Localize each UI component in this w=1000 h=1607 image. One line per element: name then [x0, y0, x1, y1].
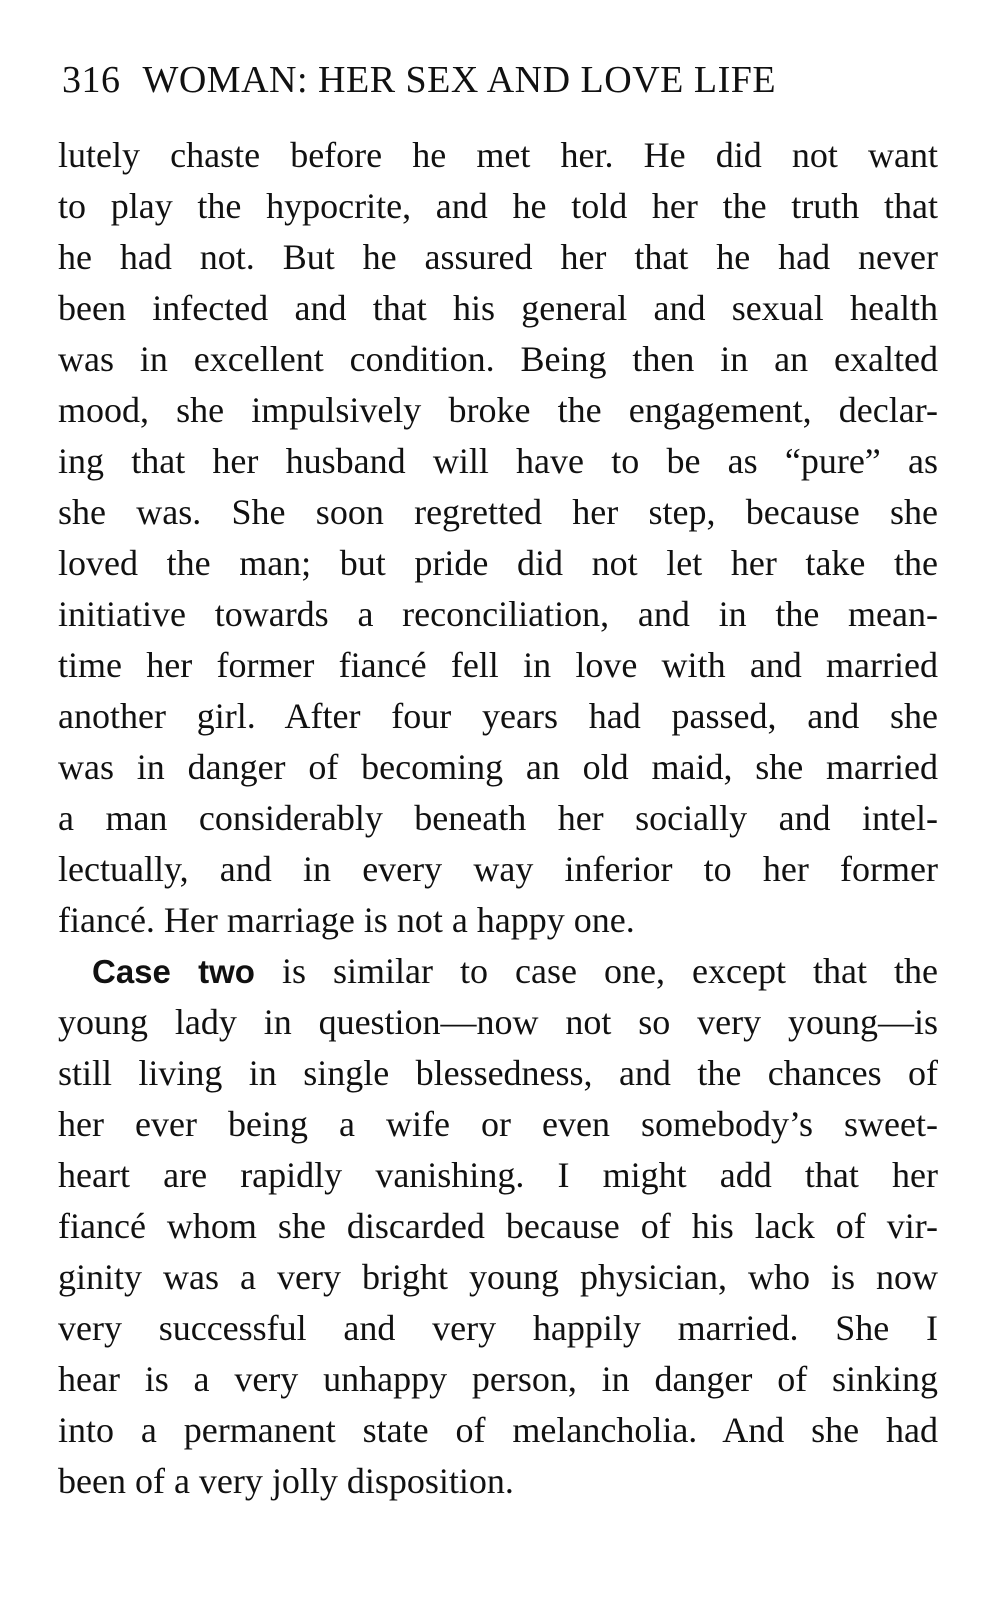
text-line: ing that her husband will have to be as “pure” as	[58, 441, 938, 481]
text-line: to play the hypocrite, and he told her the truth that	[58, 186, 938, 226]
text-line: mood, she impulsively broke the engagement, declar-	[58, 390, 938, 430]
text-line: young lady in question—now not so very young—is	[58, 1002, 938, 1042]
running-title: WOMAN: HER SEX AND LOVE LIFE	[142, 59, 777, 101]
text-run: is similar to case one, except that the	[254, 951, 938, 991]
body-text	[58, 130, 938, 1507]
text-line: loved the man; but pride did not let her take the	[58, 543, 938, 583]
text-line: he had not. But he assured her that he had never	[58, 237, 938, 277]
text-line: lutely chaste before he met her. He did not want	[58, 135, 938, 175]
text-line: initiative towards a reconciliation, and in the mean-	[58, 594, 938, 634]
page-number: 316	[62, 59, 121, 101]
text-line: lectually, and in every way inferior to her former	[58, 849, 938, 889]
text-line: fiancé whom she discarded because of his lack of vir-	[58, 1206, 938, 1246]
paragraph-case-two	[58, 946, 938, 1507]
text-line: hear is a very unhappy person, in danger of sinking	[58, 1359, 938, 1399]
paragraph-case-one-conclusion	[58, 130, 938, 946]
text-line: was in excellent condition. Being then in an exalted	[58, 339, 938, 379]
text-line: heart are rapidly vanishing. I might add that her	[58, 1155, 938, 1195]
text-line: fiancé. Her marriage is not a happy one.	[58, 900, 635, 940]
text-line: another girl. After four years had passed, and she	[58, 696, 938, 736]
text-line: her ever being a wife or even somebody’s sweet-	[58, 1104, 938, 1144]
text-line: was in danger of becoming an old maid, she married	[58, 747, 938, 787]
text-line: very successful and very happily married. She I	[58, 1308, 938, 1348]
text-line: a man considerably beneath her socially and intel-	[58, 798, 938, 838]
text-line: time her former fiancé fell in love with and married	[58, 645, 938, 685]
text-line: into a permanent state of melancholia. And she had	[58, 1410, 938, 1450]
text-line: been of a very jolly disposition.	[58, 1461, 514, 1501]
text-line: she was. She soon regretted her step, because she	[58, 492, 938, 532]
case-label: Case two	[92, 953, 255, 990]
running-head	[62, 52, 942, 108]
text-line: still living in single blessedness, and the chances of	[58, 1053, 938, 1093]
text-line: been infected and that his general and sexual health	[58, 288, 938, 328]
text-line: ginity was a very bright young physician, who is now	[58, 1257, 938, 1297]
text-line	[58, 946, 938, 997]
